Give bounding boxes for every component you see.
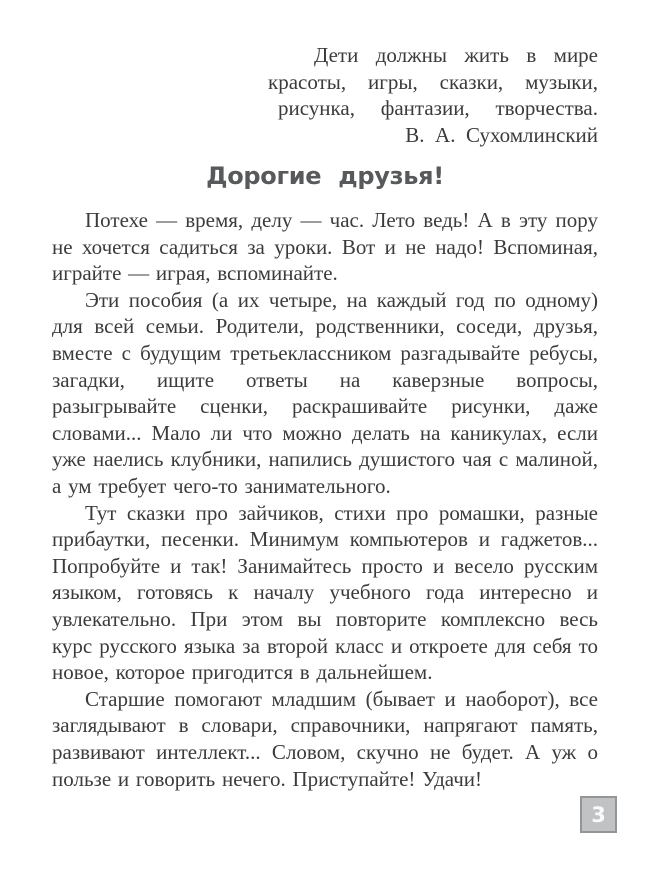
page-number-badge: 3 [580, 796, 617, 833]
paragraph: Тут сказки про зайчиков, стихи про ромашки, разные прибаутки, песенки. Минимум компьютеров и гаджетов... Попробуйте и так! Занимайтесь просто и весело русским языком, готовясь к началу учебного года интересно и увлекательно. При этом вы повторите комплексно весь курс русского языка за второй класс и откроете для себя то новое, которое пригодится в дальнейшем. [52, 500, 598, 685]
page-title: Дорогие друзья! [206, 162, 444, 190]
epigraph-line: рисунка, фантазии, творчества. [278, 96, 598, 120]
epigraph [268, 42, 598, 148]
body-text [52, 207, 598, 792]
epigraph-line: красоты, игры, сказки, музыки, [268, 69, 598, 94]
text-column [52, 42, 598, 792]
epigraph-author: В. А. Сухомлинский [405, 122, 598, 147]
paragraph: Старшие помогают младшим (бывает и наоборот), все заглядывают в словари, справочники, напрягают память, развивают интеллект... Словом, скучно не будет. А уж о пользе и говорить нечего. Приступайте! Удачи! [52, 686, 598, 791]
epigraph-line: Дети должны жить в мире [314, 43, 598, 67]
paragraph: Потехе — время, делу — час. Лето ведь! А в эту пору не хочется садиться за уроки. Вот и не надо! Вспоминая, играйте — играя, вспоминайте. [52, 208, 598, 286]
paragraph: Эти пособия (а их четыре, на каждый год по одному) для всей семьи. Родители, родственники, соседи, друзья, вместе с будущим третьеклассником разгадывайте ребусы, загадки, ищите ответы на каверзные вопросы, разыгрывайте сценки, раскрашивайте рисунки, даже словами... Мало ли что можно делать на каникулах, если уже наелись клубники, напились душистого чая с малиной, а ум требует чего-то занимательного. [52, 287, 598, 499]
